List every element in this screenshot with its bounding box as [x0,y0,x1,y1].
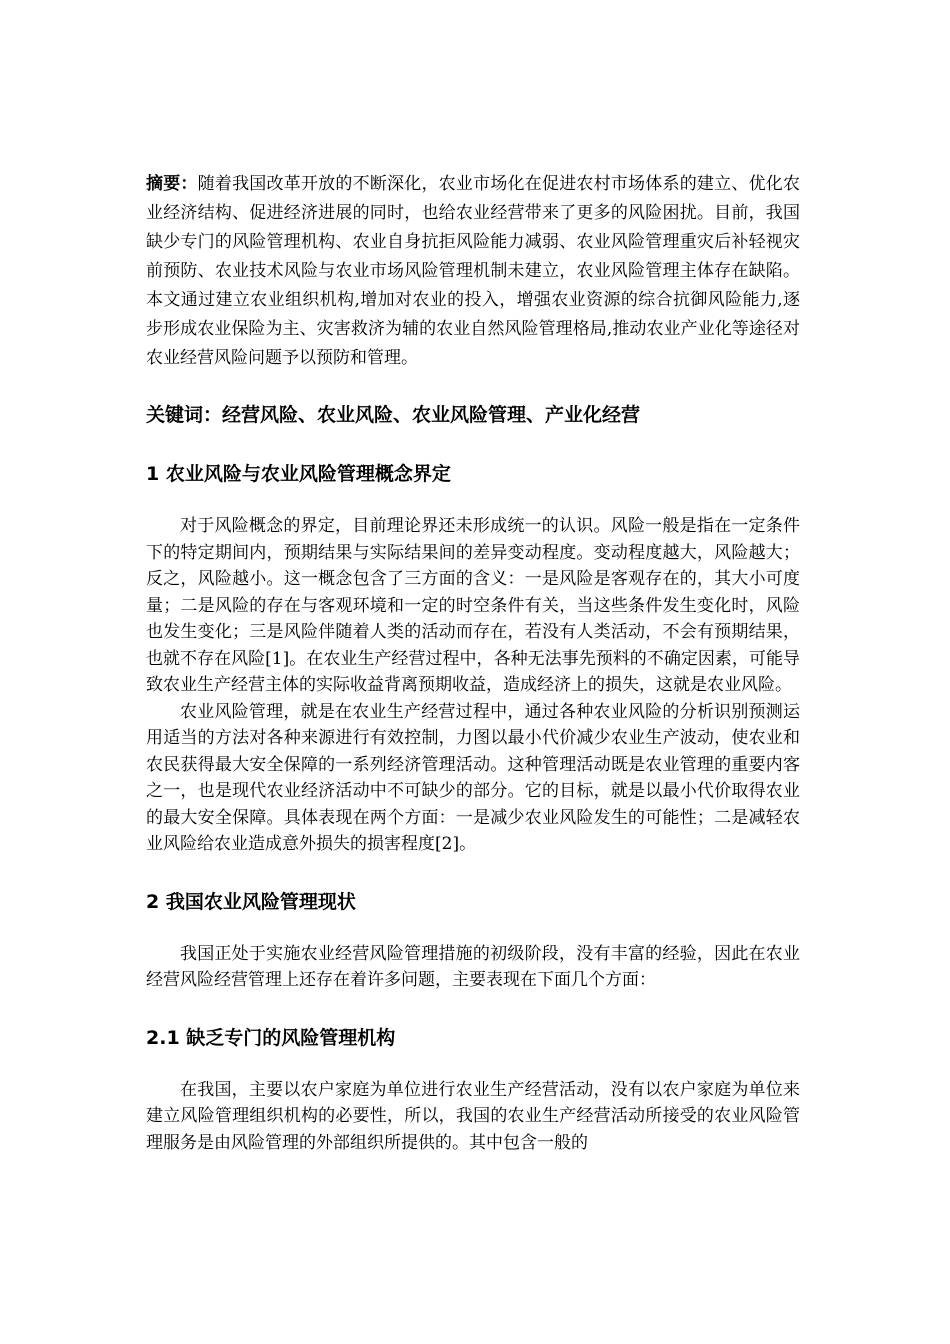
section-1-heading: 1 农业风险与农业风险管理概念界定 [146,463,451,485]
document-page [146,170,800,1156]
section-1-paragraph-1: 对于风险概念的界定，目前理论界还未形成统一的认识。风险一般是指在一定条件下的特定期间内，预期结果与实际结果间的差异变动程度。变动程度越大，风险越大；反之，风险越小。这一概念包含了三方面的含义：一是风险是客观存在的，其大小可度量；二是风险的存在与客观环境和一定的时空条件有关，当这些条件发生变化时，风险也发生变化；三是风险伴随着人类的活动而存在，若没有人类活动，不会有预期结果，也就不存在风险[1]。在农业生产经营过程中，各种无法事先预料的不确定因素，可能导致农业生产经营主体的实际收益背离预期收益，造成经济上的损失，这就是农业风险。 [146,516,800,695]
section-2-1-paragraph-1: 在我国，主要以农户家庭为单位进行农业生产经营活动，没有以农户家庭为单位来建立风险管理组织机构的必要性，所以，我国的农业生产经营活动所接受的农业风险管理服务是由风险管理的外部组织所提供的。其中包含一般的 [146,1079,800,1153]
section-2-heading: 2 我国农业风险管理现状 [146,890,356,913]
abstract-text: 随着我国改革开放的不断深化，农业市场化在促进农村市场体系的建立、优化农业经济结构、促进经济进展的同时，也给农业经营带来了更多的风险困扰。目前，我国缺少专门的风险管理机构、农业自身抗拒风险能力减弱、农业风险管理重灾后补轻视灾前预防、农业技术风险与农业市场风险管理机制未建立，农业风险管理主体存在缺陷。本文通过建立农业组织机构,增加对农业的投入，增强农业资源的综合抗御风险能力,逐步形成农业保险为主、灾害救济为辅的农业自然风险管理格局,推动农业产业化等途径对农业经营风险问题予以预防和管理。 [146,174,801,368]
section-2-1-heading: 2.1 缺乏专门的风险管理机构 [146,1026,396,1049]
section-2-paragraph-1: 我国正处于实施农业经营风险管理措施的初级阶段，没有丰富的经验，因此在农业经营风险经营管理上还存在着许多问题，主要表现在下面几个方面： [146,943,800,990]
abstract-paragraph [146,170,800,373]
abstract-label: 摘要： [146,174,198,194]
keywords-line: 关键词：经营风险、农业风险、农业风险管理、产业化经营 [146,404,641,426]
section-1-paragraph-2: 农业风险管理，就是在农业生产经营过程中，通过各种农业风险的分析识别预测运用适当的方法对各种来源进行有效控制，力图以最小代价减少农业生产波动，使农业和农民获得最大安全保障的一系列经济管理活动。这种管理活动既是农业管理的重要内客之一，也是现代农业经济活动中不可缺少的部分。它的目标，就是以最小代价取得农业的最大安全保障。具体表现在两个方面：一是减少农业风险发生的可能性；二是减轻农业风险给农业造成意外损失的损害程度[2]。 [146,701,800,854]
